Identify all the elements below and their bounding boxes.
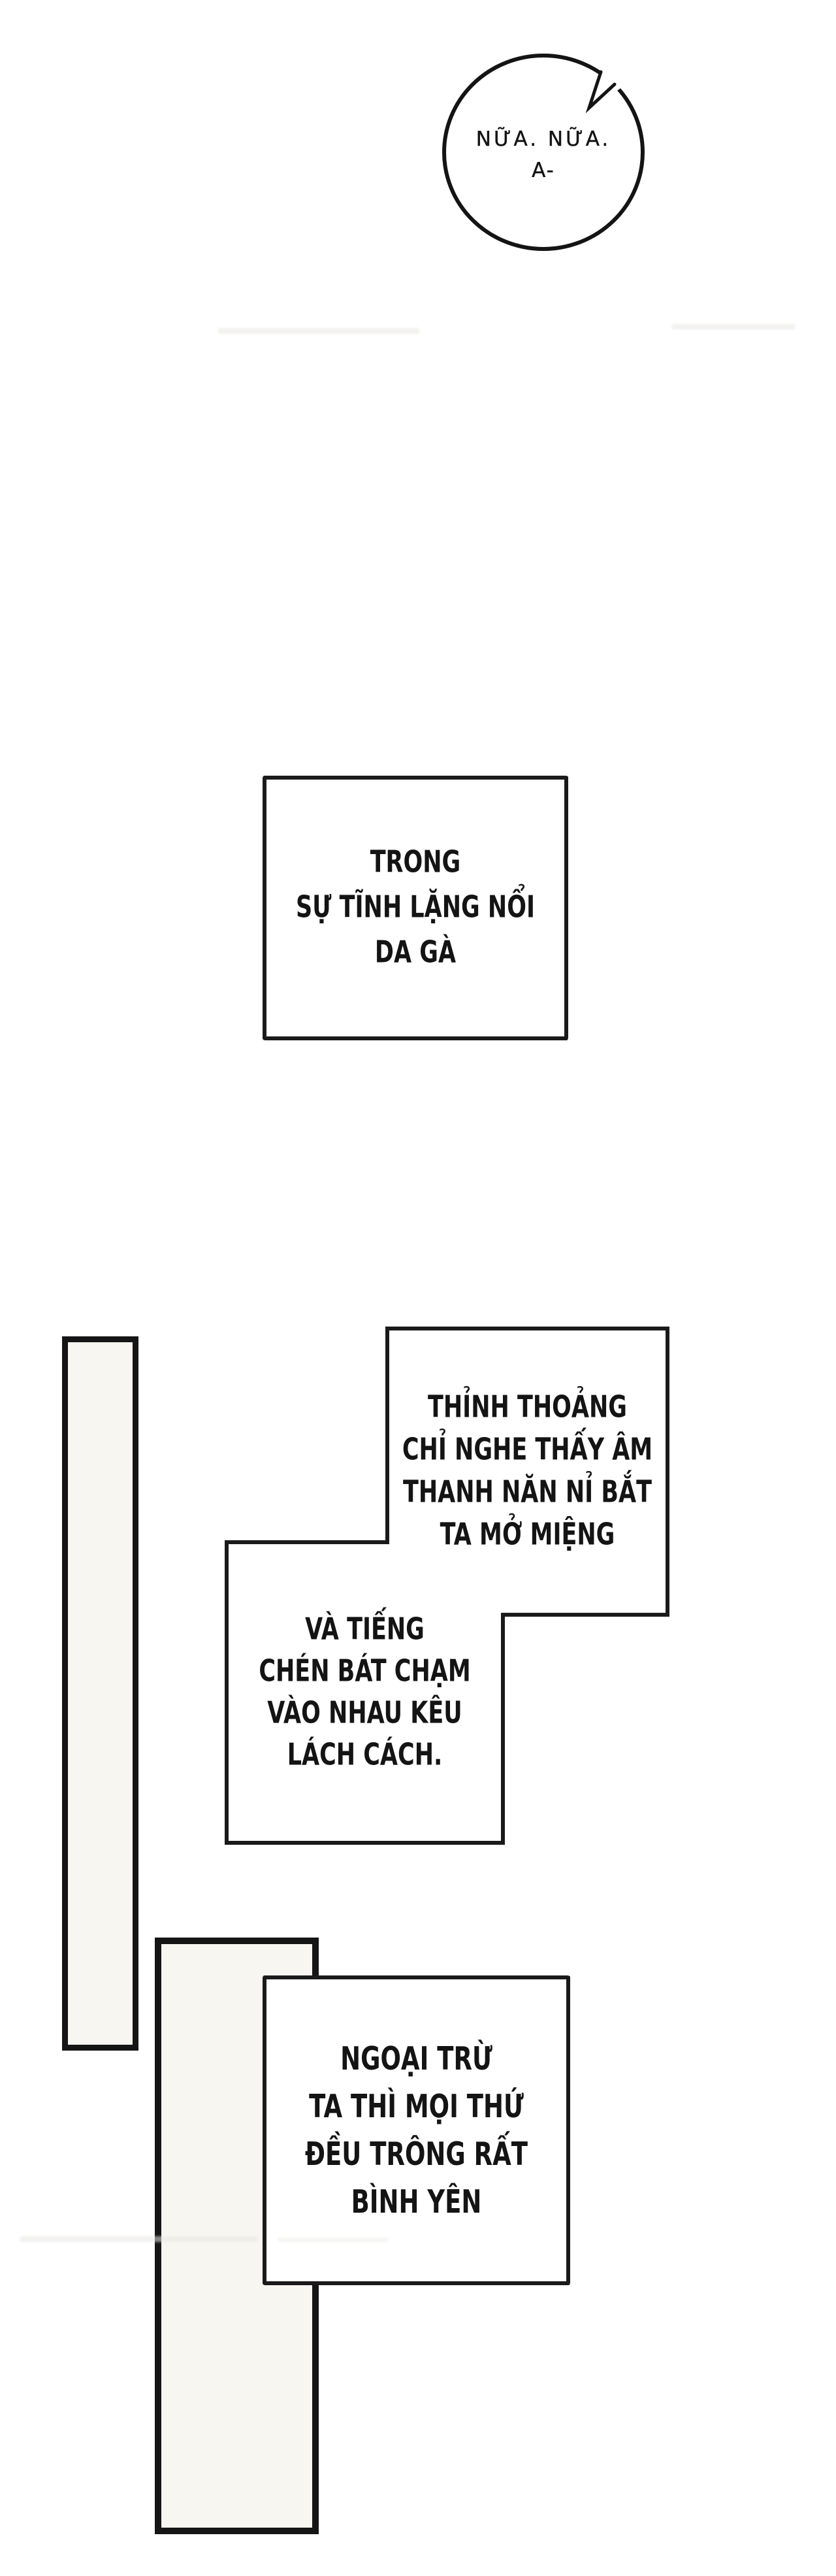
caption-text-silence: [266, 780, 564, 1036]
caption-line: SỰ TĨNH LẶNG NỔI: [296, 890, 535, 925]
speech-bubble-line: NỮA. NỮA.: [475, 127, 611, 151]
caption-line: LÁCH CÁCH.: [287, 1738, 443, 1773]
caption-line: DA GÀ: [374, 935, 457, 970]
caption-line: VÀ TIẾNG: [305, 1612, 425, 1647]
scan-smudge: [20, 2236, 258, 2242]
caption-line: TA MỞ MIỆNG: [440, 1517, 615, 1553]
speech-bubble-line: A-: [532, 159, 555, 182]
scan-smudge: [278, 2237, 389, 2242]
caption-line: THANH NĂN NỈ BẮT: [402, 1475, 652, 1510]
caption-line: CHỈ NGHE THẤY ÂM: [402, 1432, 653, 1468]
caption-line: CHÉN BÁT CHẠM: [259, 1654, 471, 1689]
caption-line: NGOẠI TRỪ: [340, 2040, 492, 2077]
caption-line: ĐỀU TRÔNG RẤT: [305, 2136, 528, 2173]
caption-line: TA THÌ MỌI THỨ: [309, 2088, 524, 2125]
caption-line: THỈNH THOẢNG: [428, 1390, 627, 1425]
speech-bubble-text: [432, 123, 654, 186]
caption-line: VÀO NHAU KÊU: [267, 1696, 462, 1731]
caption-text-dishes: [227, 1546, 503, 1839]
caption-line: BÌNH YÊN: [351, 2183, 482, 2221]
scan-smudge: [217, 328, 420, 334]
scan-smudge: [671, 324, 796, 329]
caption-text-except: [266, 1979, 566, 2281]
panel-bar-left: [62, 1336, 138, 2051]
caption-line: TRONG: [370, 845, 461, 880]
